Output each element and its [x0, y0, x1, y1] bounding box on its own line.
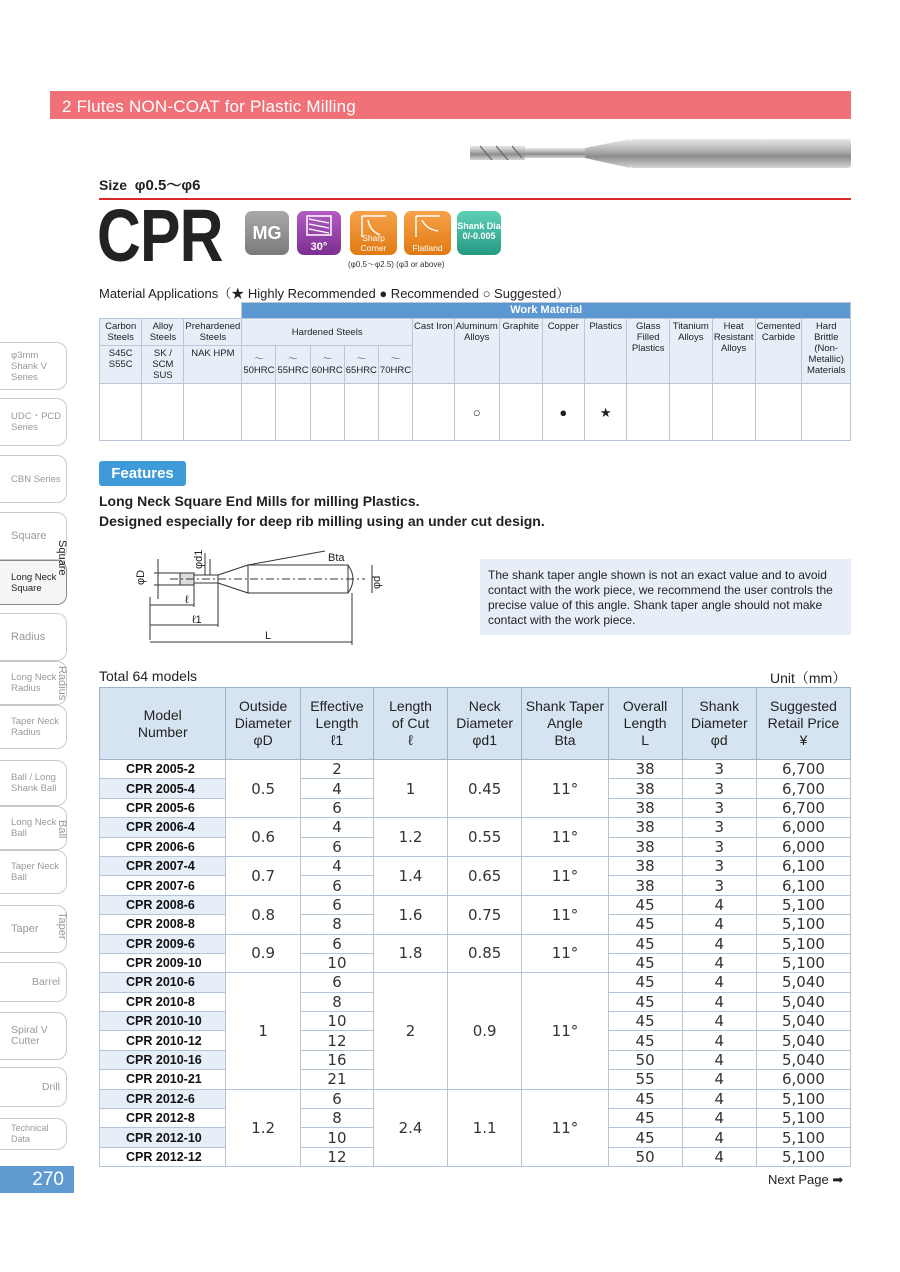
taper-angle-note: The shank taper angle shown is not an exact value and to avoid contact with the work piece, we recommend the user controls the precise value of this angle. Shank taper angle should not make contact with the work piece. [480, 559, 851, 635]
neck-diameter: 0.65 [447, 856, 521, 895]
retail-price: 5,100 [756, 953, 850, 972]
shank-diameter: 3 [682, 779, 756, 798]
shank-diameter: 4 [682, 1109, 756, 1128]
side-group-radius: Radius [56, 666, 68, 701]
shank-diameter: 4 [682, 1012, 756, 1031]
overall-length: 50 [608, 1050, 682, 1069]
shank-taper-angle: 11° [522, 760, 608, 818]
shank-diameter: 4 [682, 1128, 756, 1147]
shank-diameter: 4 [682, 915, 756, 934]
side-tab-taper-neck-ball[interactable]: Taper Neck Ball [0, 850, 67, 894]
outside-diameter: 0.9 [226, 934, 300, 973]
overall-length: 45 [608, 1109, 682, 1128]
side-tab-barrel[interactable]: Barrel [0, 962, 67, 1002]
neck-diameter: 0.45 [447, 760, 521, 818]
shank-taper-angle: 11° [522, 1089, 608, 1167]
length-of-cut: 2 [374, 973, 448, 1089]
effective-length: 10 [300, 953, 373, 972]
work-material-header: Work Material [242, 303, 851, 319]
sharp-corner-label: Sharp Corner [360, 233, 387, 253]
overall-length: 45 [608, 1012, 682, 1031]
dim-d1: φd1 [193, 549, 205, 569]
total-models: Total 64 models [99, 668, 198, 684]
mg-badge: MG [245, 211, 289, 255]
table-row [100, 856, 851, 875]
outside-diameter: 0.5 [226, 760, 300, 818]
effective-length: 12 [300, 1031, 373, 1050]
dim-d: φd [371, 575, 383, 589]
outside-diameter: 0.6 [226, 818, 300, 857]
table-row [100, 818, 851, 837]
shank-tolerance-badge [457, 211, 501, 255]
retail-price: 5,040 [756, 1012, 850, 1031]
spec-table-body [100, 760, 851, 1167]
shank-diameter: 3 [682, 856, 756, 875]
shank-diameter: 4 [682, 934, 756, 953]
end-mill-photo [470, 136, 851, 172]
overall-length: 45 [608, 953, 682, 972]
overall-length: 45 [608, 934, 682, 953]
size-value: φ0.5〜φ6 [134, 177, 201, 194]
table-row [100, 1089, 851, 1108]
neck-diameter: 0.85 [447, 934, 521, 973]
side-tab-udc-pcd[interactable]: UDC・PCD Series [0, 398, 67, 446]
side-tab-long-neck-ball[interactable]: Long Neck Ball [0, 806, 67, 850]
section-title: 2 Flutes NON-COAT for Plastic Milling [62, 97, 356, 116]
retail-price: 5,040 [756, 973, 850, 992]
outside-diameter: 1 [226, 973, 300, 1089]
col-overall-length: Overall Length L [608, 688, 682, 760]
side-tab-taper-neck-radius[interactable]: Taper Neck Radius [0, 705, 67, 749]
retail-price: 5,040 [756, 1031, 850, 1050]
side-tab-long-neck-radius[interactable]: Long Neck Radius [0, 661, 67, 705]
table-row [100, 760, 851, 779]
retail-price: 6,700 [756, 760, 850, 779]
outside-diameter: 0.8 [226, 895, 300, 934]
effective-length: 21 [300, 1070, 373, 1089]
model-number: CPR 2010-6 [100, 973, 226, 992]
helix-angle-badge [297, 211, 341, 255]
rating-aluminum: ○ [454, 384, 499, 441]
effective-length: 6 [300, 934, 373, 953]
effective-length: 6 [300, 837, 373, 856]
dim-D: φD [135, 569, 147, 585]
side-tab-long-neck-square[interactable]: Long Neck Square [0, 560, 67, 605]
model-number: CPR 2007-4 [100, 856, 226, 875]
shank-dia-label: Shank Dia [457, 221, 501, 231]
retail-price: 5,100 [756, 895, 850, 914]
col-effective-length: Effective Length ℓ1 [300, 688, 373, 760]
flatland-icon [404, 211, 451, 241]
retail-price: 6,000 [756, 818, 850, 837]
retail-price: 5,100 [756, 915, 850, 934]
sharp-corner-badge [350, 211, 397, 255]
retail-price: 6,000 [756, 1070, 850, 1089]
helix-icon [297, 211, 341, 241]
shank-diameter: 4 [682, 973, 756, 992]
table-row [100, 895, 851, 914]
unit-label: Unit（mm） [770, 670, 847, 686]
overall-length: 45 [608, 973, 682, 992]
side-tab-radius[interactable]: Radius [0, 613, 67, 661]
effective-length: 6 [300, 895, 373, 914]
side-tab-cbn[interactable]: CBN Series [0, 455, 67, 503]
overall-length: 38 [608, 760, 682, 779]
shank-diameter: 4 [682, 1050, 756, 1069]
shank-taper-angle: 11° [522, 895, 608, 934]
effective-length: 6 [300, 1089, 373, 1108]
retail-price: 6,000 [756, 837, 850, 856]
side-tab-square[interactable]: Square [0, 512, 67, 560]
size-range: Size φ0.5〜φ6 [99, 177, 201, 194]
model-number: CPR 2010-8 [100, 992, 226, 1011]
shank-taper-angle: 11° [522, 818, 608, 857]
effective-length: 16 [300, 1050, 373, 1069]
model-number: CPR 2010-10 [100, 1012, 226, 1031]
model-number: CPR 2005-4 [100, 779, 226, 798]
shank-diameter: 3 [682, 837, 756, 856]
overall-length: 38 [608, 837, 682, 856]
side-tab-technical-data[interactable]: Technical Data [0, 1118, 67, 1150]
length-of-cut: 1.4 [374, 856, 448, 895]
outside-diameter: 1.2 [226, 1089, 300, 1167]
length-of-cut: 1.2 [374, 818, 448, 857]
material-rating-row [100, 384, 851, 441]
shank-diameter: 4 [682, 953, 756, 972]
side-tab-taper[interactable]: Taper [0, 905, 67, 953]
col-outside-diameter: Outside Diameter φD [226, 688, 300, 760]
effective-length: 6 [300, 876, 373, 895]
effective-length: 6 [300, 973, 373, 992]
model-number: CPR 2008-8 [100, 915, 226, 934]
shank-diameter: 3 [682, 818, 756, 837]
helix-angle-label: 30° [310, 241, 328, 253]
length-of-cut: 1.8 [374, 934, 448, 973]
overall-length: 38 [608, 798, 682, 817]
overall-length: 38 [608, 818, 682, 837]
model-number: CPR 2010-12 [100, 1031, 226, 1050]
effective-length: 10 [300, 1012, 373, 1031]
shank-diameter: 4 [682, 992, 756, 1011]
overall-length: 38 [608, 856, 682, 875]
retail-price: 6,700 [756, 798, 850, 817]
col-shank-taper: Shank Taper Angle Bta [522, 688, 608, 760]
overall-length: 38 [608, 876, 682, 895]
model-number: CPR 2012-12 [100, 1147, 226, 1166]
side-group-ball: Ball [56, 820, 68, 839]
overall-length: 45 [608, 895, 682, 914]
shank-diameter: 4 [682, 1089, 756, 1108]
side-tab-spiral-v-cutter[interactable]: Spiral V Cutter [0, 1012, 67, 1060]
model-number: CPR 2012-10 [100, 1128, 226, 1147]
rating-plastics: ★ [584, 384, 626, 441]
table-row [100, 973, 851, 992]
dim-bta: Bta [328, 552, 345, 564]
section-banner [50, 91, 851, 119]
effective-length: 8 [300, 992, 373, 1011]
feature-line-2: Designed especially for deep rib milling using an under cut design. [99, 513, 545, 529]
neck-diameter: 0.55 [447, 818, 521, 857]
retail-price: 5,100 [756, 1109, 850, 1128]
shank-diameter: 3 [682, 760, 756, 779]
dim-L: L [265, 630, 272, 642]
spec-table [99, 687, 851, 1167]
model-number: CPR 2012-6 [100, 1089, 226, 1108]
shank-taper-angle: 11° [522, 856, 608, 895]
overall-length: 45 [608, 1128, 682, 1147]
next-page-link[interactable]: Next Page ➡ [768, 1172, 844, 1187]
shank-diameter: 4 [682, 895, 756, 914]
col-model: Model Number [100, 688, 226, 760]
badge-notes: (φ0.5〜φ2.5) (φ3 or above) [348, 260, 445, 269]
model-number: CPR 2010-16 [100, 1050, 226, 1069]
model-number: CPR 2010-21 [100, 1070, 226, 1089]
material-legend: Material Applications（★ Highly Recommended ● Recommended ○ Suggested） [99, 286, 570, 301]
retail-price: 5,100 [756, 1089, 850, 1108]
overall-length: 45 [608, 1089, 682, 1108]
model-number: CPR 2005-6 [100, 798, 226, 817]
effective-length: 8 [300, 1109, 373, 1128]
effective-length: 8 [300, 915, 373, 934]
side-tab-3mm-shank[interactable]: φ3mm Shank V Series [0, 342, 67, 390]
shank-diameter: 4 [682, 1070, 756, 1089]
shank-taper-angle: 11° [522, 973, 608, 1089]
overall-length: 50 [608, 1147, 682, 1166]
retail-price: 5,100 [756, 934, 850, 953]
neck-diameter: 0.9 [447, 973, 521, 1089]
effective-length: 4 [300, 818, 373, 837]
shank-diameter: 4 [682, 1031, 756, 1050]
overall-length: 45 [608, 915, 682, 934]
col-price: Suggested Retail Price ¥ [756, 688, 850, 760]
overall-length: 55 [608, 1070, 682, 1089]
length-of-cut: 2.4 [374, 1089, 448, 1167]
retail-price: 6,100 [756, 876, 850, 895]
retail-price: 5,040 [756, 992, 850, 1011]
material-table: Work Material Carbon Steels Alloy Steels Prehardened Steels Hardened Steels Cast Iron Aluminum Alloys Graphite Copper Plastics Glass Filled Plastics Titanium Alloys Heat Resistant Alloys Cemented Carbide Hard Brittle (Non-Metallic) Materials S45C S55C SK / SCM SUS NAK HPM 〜50HRC 〜55HRC 〜60HRC 〜65HRC 〜70HRC ○ ● ★ [99, 302, 851, 441]
flatland-label: Flatland [412, 243, 443, 253]
effective-length: 2 [300, 760, 373, 779]
shank-diameter: 4 [682, 1147, 756, 1166]
effective-length: 12 [300, 1147, 373, 1166]
retail-price: 5,100 [756, 1128, 850, 1147]
features-label: Features [99, 461, 186, 486]
model-number: CPR 2007-6 [100, 876, 226, 895]
side-tab-drill[interactable]: Drill [0, 1067, 67, 1107]
outside-diameter: 0.7 [226, 856, 300, 895]
model-number: CPR 2009-10 [100, 953, 226, 972]
spec-table-header [100, 688, 851, 760]
rating-copper: ● [542, 384, 584, 441]
model-number: CPR 2009-6 [100, 934, 226, 953]
length-of-cut: 1.6 [374, 895, 448, 934]
effective-length: 4 [300, 779, 373, 798]
effective-length: 4 [300, 856, 373, 875]
retail-price: 5,100 [756, 1147, 850, 1166]
model-number: CPR 2006-6 [100, 837, 226, 856]
shank-taper-angle: 11° [522, 934, 608, 973]
side-group-square: Square [56, 540, 68, 576]
side-group-taper: Taper [56, 912, 68, 940]
model-number: CPR 2012-8 [100, 1109, 226, 1128]
dim-l1: ℓ1 [192, 614, 202, 626]
model-number: CPR 2006-4 [100, 818, 226, 837]
col-shank-diameter: Shank Diameter φd [682, 688, 756, 760]
model-number: CPR 2005-2 [100, 760, 226, 779]
page-number: 270 [0, 1166, 74, 1193]
effective-length: 10 [300, 1128, 373, 1147]
side-tab-ball[interactable]: Ball / Long Shank Ball [0, 760, 67, 806]
feature-line-1: Long Neck Square End Mills for milling Plastics. [99, 493, 420, 509]
shank-diameter: 3 [682, 876, 756, 895]
flatland-badge [404, 211, 451, 255]
retail-price: 5,040 [756, 1050, 850, 1069]
effective-length: 6 [300, 798, 373, 817]
col-neck-diameter: Neck Diameter φd1 [447, 688, 521, 760]
neck-diameter: 0.75 [447, 895, 521, 934]
length-of-cut: 1 [374, 760, 448, 818]
product-title: CPR [97, 194, 223, 277]
model-number: CPR 2008-6 [100, 895, 226, 914]
dimension-diagram [130, 545, 390, 650]
shank-diameter: 3 [682, 798, 756, 817]
neck-diameter: 1.1 [447, 1089, 521, 1167]
table-row [100, 934, 851, 953]
retail-price: 6,700 [756, 779, 850, 798]
retail-price: 6,100 [756, 856, 850, 875]
shank-tolerance-value: 0/-0.005 [462, 231, 496, 241]
overall-length: 45 [608, 992, 682, 1011]
overall-length: 45 [608, 1031, 682, 1050]
col-length-of-cut: Length of Cut ℓ [374, 688, 448, 760]
dim-l: ℓ [185, 594, 189, 606]
overall-length: 38 [608, 779, 682, 798]
